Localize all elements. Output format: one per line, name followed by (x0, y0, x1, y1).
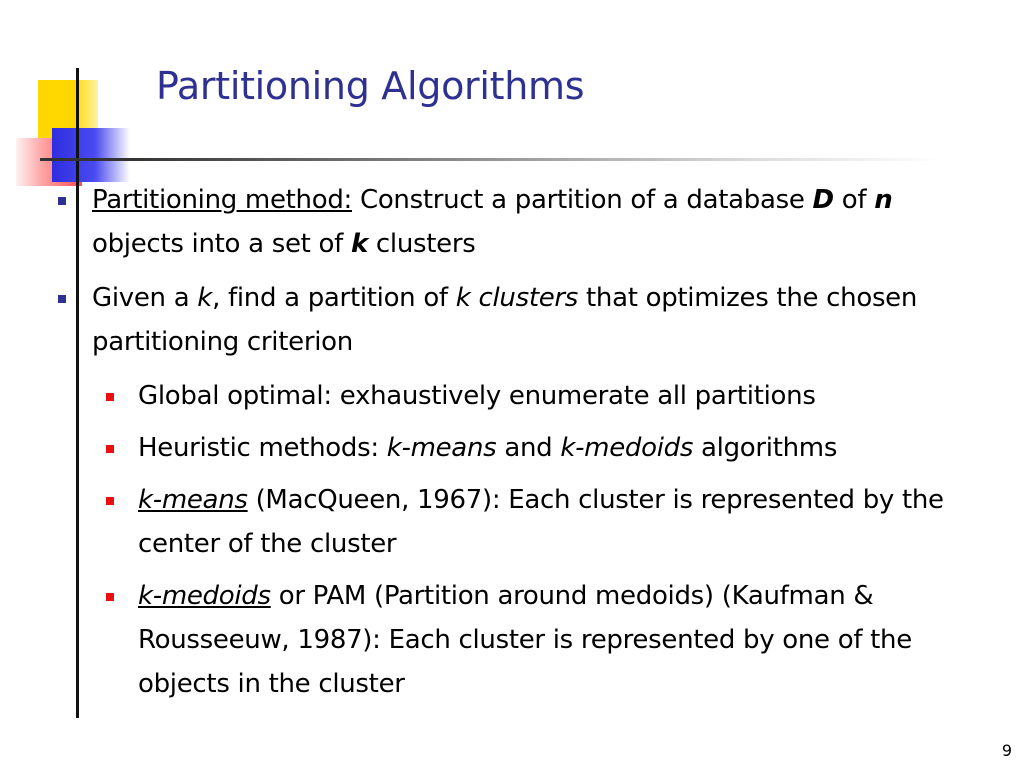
square-bullet-icon (106, 593, 114, 601)
sub-bullet-text: and (496, 433, 561, 463)
square-bullet-icon (106, 497, 114, 505)
bullet-emphasis: k (350, 229, 368, 259)
square-bullet-icon (106, 393, 114, 401)
bullet-emphasis: D (812, 185, 834, 215)
sub-bullet-emphasis: k-means (386, 433, 497, 463)
sub-bullet-item (58, 574, 988, 706)
square-bullet-icon (58, 295, 66, 303)
decorative-horizontal-line (40, 158, 940, 161)
bullet-text: objects into a set of (92, 229, 351, 259)
square-bullet-icon (106, 445, 114, 453)
bullet-item (58, 178, 988, 266)
bullet-text: that optimizes the chosen partitioning criterion (92, 283, 918, 357)
sub-bullet-item (58, 478, 988, 566)
sub-bullet-item (58, 374, 988, 418)
bullet-emphasis: k clusters (455, 283, 579, 313)
bullet-text: Given a (92, 283, 198, 313)
sub-bullet-text: or PAM (Partition around medoids) (Kaufman & Rousseeuw, 1987): Each cluster is represented by one of the objects in the cluster (138, 581, 912, 699)
bullet-emphasis: n (874, 185, 893, 215)
bullet-text: of (833, 185, 875, 215)
square-bullet-icon (58, 197, 66, 205)
sub-bullet-emphasis: k-means (138, 485, 248, 515)
sub-bullet-emphasis: k-medoids (560, 433, 694, 463)
bullet-text: clusters (367, 229, 476, 259)
bullet-emphasis: k (197, 283, 213, 313)
slide-title: Partitioning Algorithms (156, 64, 585, 108)
sub-bullet-item (58, 426, 988, 470)
sub-bullet-emphasis: k-medoids (138, 581, 271, 611)
bullet-text: Construct a partition of a database (352, 185, 813, 215)
sub-bullet-text: Global optimal: exhaustively enumerate all partitions (138, 381, 816, 411)
bullet-item (58, 276, 988, 364)
sub-bullet-text: algorithms (693, 433, 838, 463)
slide-content (58, 178, 988, 714)
bullet-label: Partitioning method: (92, 185, 352, 215)
sub-bullet-text: (MacQueen, 1967): Each cluster is represented by the center of the cluster (138, 485, 944, 559)
page-number: 9 (1001, 741, 1012, 760)
sub-bullet-text: Heuristic methods: (138, 433, 387, 463)
decorative-blue-square (52, 128, 130, 182)
bullet-text: , find a partition of (212, 283, 456, 313)
